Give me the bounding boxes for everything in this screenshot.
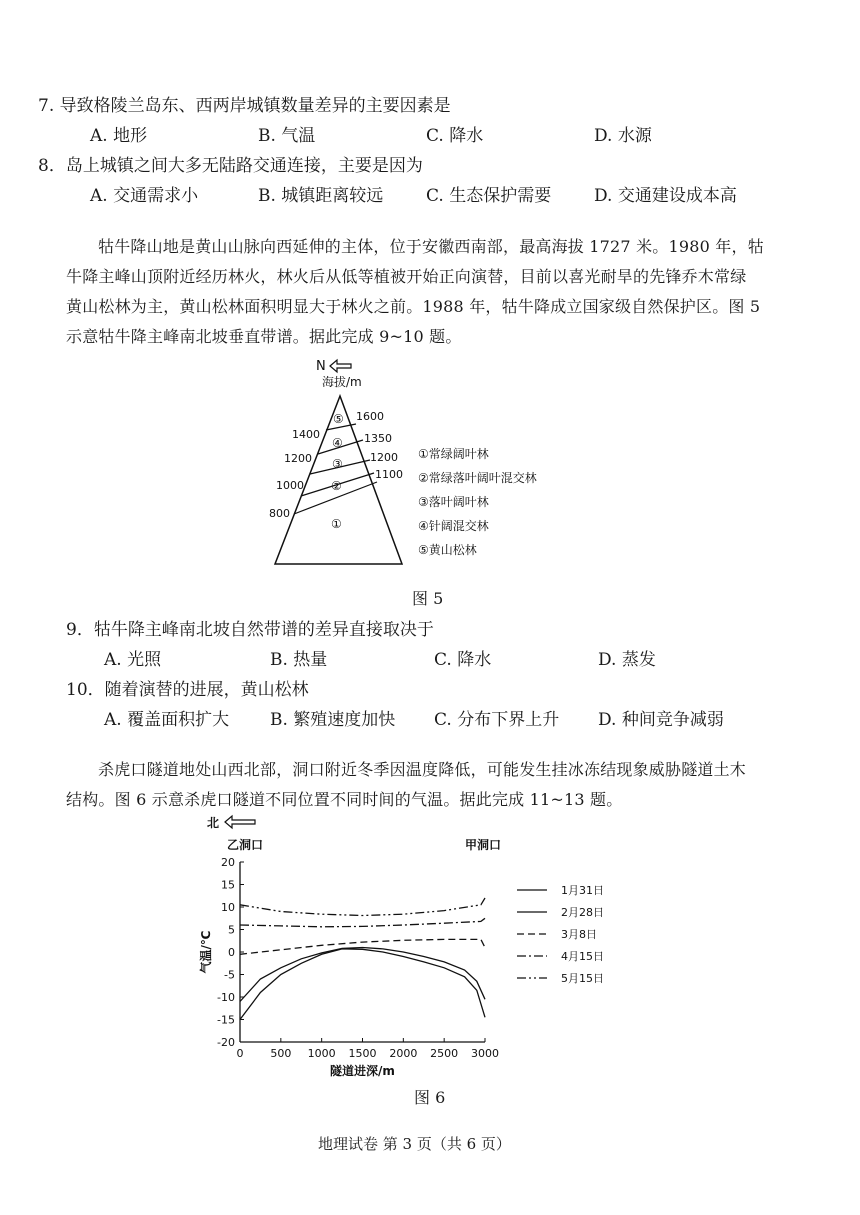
- zone-3-number: ③: [332, 457, 343, 471]
- q10-option-b: B. 繁殖速度加快: [270, 710, 396, 730]
- passage-1-line: 示意牯牛降主峰南北坡垂直带谱。据此完成 9~10 题。: [66, 327, 462, 346]
- passage-1-line: 黄山松林为主，黄山松林面积明显大于林火之前。1988 年，牯牛降成立国家级自然保护区。图 5: [66, 297, 761, 316]
- passage-1-line: 牯牛降山地是黄山山脉向西延伸的主体，位于安徽西南部，最高海拔 1727 米。1980 年，牯: [98, 237, 764, 256]
- q8-option-a: A. 交通需求小: [90, 186, 199, 206]
- q7-option-c: C. 降水: [426, 126, 484, 146]
- question-10-stem: 10．随着演替的进展，黄山松林: [66, 680, 309, 700]
- elevation-axis-label: 海拔/m: [322, 375, 362, 389]
- passage-2-line: 结构。图 6 示意杀虎口隧道不同位置不同时间的气温。据此完成 11~13 题。: [66, 790, 623, 809]
- legend-item: ①常绿阔叶林: [418, 447, 489, 461]
- question-9-stem: 9．牯牛降主峰南北坡自然带谱的差异直接取决于: [66, 620, 434, 640]
- q7-option-a: A. 地形: [90, 126, 148, 146]
- north-slope-elevation: 1400: [292, 428, 320, 441]
- q8-option-c: C. 生态保护需要: [426, 186, 552, 206]
- legend-item: ③落叶阔叶林: [418, 495, 489, 509]
- y-tick-label: -15: [217, 1013, 235, 1027]
- x-tick-label: 0: [236, 1047, 244, 1060]
- figure-5-caption: 图 5: [412, 589, 444, 608]
- y-axis-label: 气温/℃: [199, 930, 213, 974]
- figure-5-vertical-zonation: [260, 356, 600, 586]
- q7-option-d: D. 水源: [594, 126, 652, 146]
- x-tick-label: 1000: [307, 1047, 336, 1060]
- legend-label: 4月15日: [561, 950, 604, 963]
- north-slope-elevation: 1000: [276, 479, 304, 492]
- plot-area: [198, 856, 499, 1078]
- passage-1-line: 牛降主峰山顶附近经历林火，林火后从低等植被开始正向演替，目前以喜光耐旱的先锋乔木常绿: [66, 267, 747, 286]
- y-tick-label: 0: [228, 946, 235, 959]
- legend-label: 5月15日: [561, 972, 604, 985]
- right-portal-label: 甲洞口: [465, 838, 502, 852]
- q10-option-a: A. 覆盖面积扩大: [104, 710, 230, 730]
- zone-2-number: ②: [331, 479, 342, 493]
- y-tick-label: -5: [224, 968, 235, 982]
- q8-option-b: B. 城镇距离较远: [258, 186, 384, 206]
- y-tick-label: -20: [217, 1036, 235, 1049]
- south-slope-elevation: 1200: [370, 451, 398, 464]
- x-tick-label: 500: [270, 1047, 292, 1060]
- legend-item: ④针阔混交林: [418, 519, 489, 533]
- figure-6-caption: 图 6: [414, 1088, 446, 1107]
- x-tick-label: 1500: [348, 1047, 377, 1060]
- zone-4-number: ④: [332, 436, 343, 450]
- north-slope-elevation: 800: [269, 507, 290, 520]
- q10-option-d: D. 种间竞争减弱: [598, 710, 724, 730]
- q9-option-c: C. 降水: [434, 650, 492, 670]
- x-tick-label: 2000: [389, 1047, 418, 1060]
- chart-legend: [517, 884, 604, 985]
- legend-label: 2月28日: [561, 906, 604, 919]
- legend-item: ②常绿落叶阔叶混交林: [418, 471, 537, 485]
- series-line: [240, 918, 485, 927]
- passage-2-line: 杀虎口隧道地处山西北部，洞口附近冬季因温度降低，可能发生挂冰冻结现象威胁隧道土木: [98, 760, 747, 779]
- south-slope-elevation: 1600: [356, 410, 384, 423]
- legend-label: 1月31日: [561, 884, 604, 897]
- south-slope-elevation: 1350: [364, 432, 392, 445]
- y-tick-label: 20: [221, 856, 235, 869]
- south-slope-elevation: 1100: [375, 468, 403, 481]
- y-tick-label: 5: [228, 923, 235, 937]
- north-label: N: [316, 359, 326, 374]
- x-tick-label: 2500: [430, 1047, 459, 1060]
- legend-label: 3月8日: [561, 928, 597, 941]
- y-tick-label: 15: [221, 878, 235, 892]
- north-arrow-icon: [225, 816, 255, 828]
- q9-option-b: B. 热量: [270, 650, 328, 670]
- question-7-stem: 7. 导致格陵兰岛东、西两岸城镇数量差异的主要因素是: [38, 96, 451, 116]
- zone-5-number: ⑤: [333, 412, 344, 426]
- x-axis-label: 隧道进深/m: [330, 1064, 395, 1078]
- series-line: [240, 948, 485, 1002]
- q7-option-b: B. 气温: [258, 126, 316, 146]
- q10-option-c: C. 分布下界上升: [434, 710, 560, 730]
- north-label: 北: [207, 816, 220, 830]
- page-footer: 地理试卷 第 3 页（共 6 页）: [318, 1135, 511, 1153]
- legend-item: ⑤黄山松林: [418, 543, 477, 557]
- q9-option-d: D. 蒸发: [598, 650, 656, 670]
- series-line: [240, 949, 485, 1020]
- q9-option-a: A. 光照: [104, 650, 162, 670]
- q8-option-d: D. 交通建设成本高: [594, 186, 737, 206]
- figure-6-tunnel-temperature-chart: [195, 812, 625, 1082]
- north-slope-elevation: 1200: [284, 452, 312, 465]
- series-line: [240, 898, 485, 916]
- y-tick-label: -10: [217, 991, 235, 1004]
- north-arrow-icon: [330, 360, 351, 372]
- left-portal-label: 乙洞口: [227, 838, 264, 852]
- y-tick-label: 10: [221, 901, 235, 914]
- zone-1-number: ①: [331, 517, 342, 531]
- question-8-stem: 8．岛上城镇之间大多无陆路交通连接，主要是因为: [38, 156, 423, 176]
- x-tick-label: 3000: [471, 1047, 499, 1060]
